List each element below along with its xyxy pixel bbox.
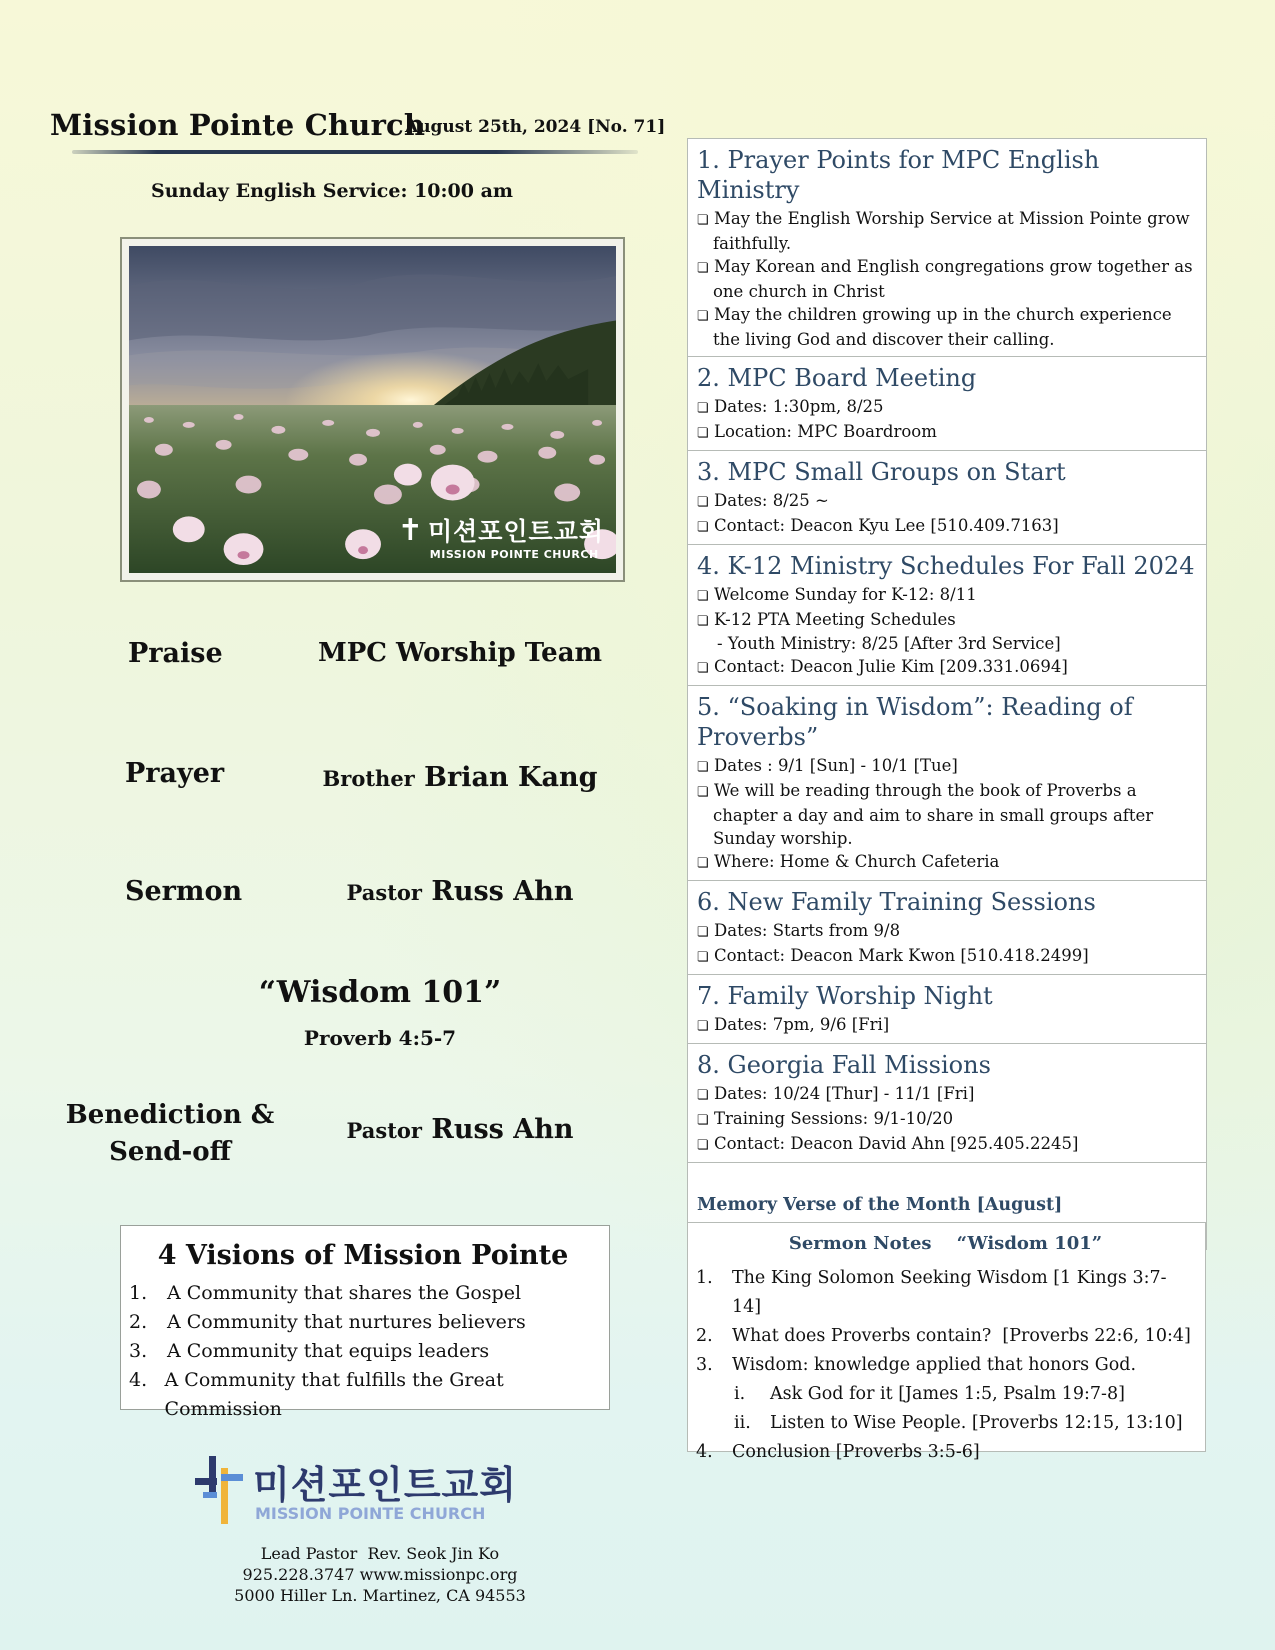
announcement-title: 1. Prayer Points for MPC English Ministry (697, 146, 1100, 204)
announcement-title: 5. “Soaking in Wisdom”: Reading of Proverbs” (697, 693, 1133, 751)
list-number: 3. (696, 1355, 713, 1375)
prayer-leader (300, 762, 620, 793)
vision-text: A Community that equips leaders (167, 1340, 490, 1362)
cover-photo-frame (120, 237, 625, 582)
benediction-pastor (300, 1114, 620, 1145)
list-number: 4. (696, 1442, 713, 1462)
announcement-item: ❏ May the children growing up in the church experience the living God and discover their calling. (697, 303, 1198, 351)
announcement-item: ❏ Dates: 7pm, 9/6 [Fri] (697, 1013, 1198, 1038)
list-number: 2. (696, 1326, 713, 1346)
benediction-label-line1: Benediction & (65, 1100, 275, 1130)
vision-text: A Community that nurtures believers (167, 1311, 526, 1333)
list-item (696, 1264, 1195, 1322)
visions-box (120, 1225, 610, 1420)
announcement-item: ❏ Contact: Deacon Julie Kim [209.331.0694] (697, 655, 1198, 680)
announcement-item: ❏ Dates: 8/25 ~ (697, 489, 1198, 514)
announcement-item: ❏ Contact: Deacon Mark Kwon [510.418.2499] (697, 944, 1198, 969)
announcement-subitem: - Youth Ministry: 8/25 [After 3rd Service] (717, 634, 1061, 653)
photo-logo-korean: 미션포인트교회 (427, 517, 604, 546)
benediction-role: Pastor (346, 1118, 422, 1143)
announcement-item: ❏ Dates: 1:30pm, 8/25 (697, 395, 1198, 420)
announcement-3 (687, 450, 1207, 544)
announcement-item: ❏ Contact: Deacon Kyu Lee [510.409.7163] (697, 514, 1198, 539)
cover-photo (129, 246, 616, 573)
announcement-5 (687, 685, 1207, 880)
announcement-6 (687, 880, 1207, 974)
note-text: What does Proverbs contain? [Proverbs 22:6, 10:4] (732, 1326, 1191, 1346)
header-divider (72, 150, 638, 154)
list-number: i. (734, 1384, 746, 1404)
vision-text: A Community that shares the Gospel (167, 1282, 522, 1304)
photo-logo-english: MISSION POINTE CHURCH (429, 548, 599, 561)
announcement-item: ❏ K-12 PTA Meeting Schedules (697, 608, 1198, 633)
announcement-1 (687, 138, 1207, 356)
church-name: Mission Pointe Church (50, 108, 426, 142)
announcement-2 (687, 356, 1207, 450)
note-text: Wisdom: knowledge applied that honors God. (732, 1355, 1137, 1375)
visions-list (129, 1279, 597, 1424)
announcement-title: 8. Georgia Fall Missions (697, 1051, 991, 1079)
list-number: 4. (129, 1369, 148, 1391)
sermon-title: “Wisdom 101” (258, 975, 502, 1010)
address: 5000 Hiller Ln. Martinez, CA 94553 (234, 1586, 526, 1605)
list-item (129, 1308, 597, 1337)
sermon-scripture: Proverb 4:5-7 (303, 1026, 457, 1050)
list-item (129, 1337, 597, 1366)
announcement-item: ❏ Location: MPC Boardroom (697, 420, 1198, 445)
footer-logo-english: MISSION POINTE CHURCH (255, 1504, 486, 1523)
list-subitem (696, 1380, 1195, 1409)
cross-logo-icon: ✝ (397, 512, 424, 548)
announcement-item: ❏ Welcome Sunday for K-12: 8/11 (697, 583, 1198, 608)
sermon-role: Pastor (346, 880, 422, 905)
list-item (129, 1366, 597, 1424)
contact-info (180, 1543, 580, 1606)
list-item (696, 1351, 1195, 1380)
list-number: ii. (734, 1413, 751, 1433)
note-text: Listen to Wise People. [Proverbs 12:15, 13:10] (770, 1413, 1183, 1433)
bulletin-date: August 25th, 2024 [No. 71] (405, 117, 666, 137)
list-number: 2. (129, 1311, 148, 1333)
photo-watermark-logo (398, 512, 604, 561)
announcement-8 (687, 1043, 1207, 1162)
memory-verse-title: Memory Verse of the Month [August] (697, 1195, 1063, 1215)
sermon-notes-box (687, 1222, 1206, 1462)
prayer-label: Prayer (125, 758, 225, 789)
list-item (129, 1279, 597, 1308)
announcements (687, 138, 1207, 1250)
list-number: 1. (696, 1268, 713, 1288)
announcement-4 (687, 544, 1207, 685)
announcement-item: ❏ May Korean and English congregations grow together as one church in Christ (697, 255, 1198, 303)
sermon-notes-title: Sermon Notes “Wisdom 101” (788, 1233, 1103, 1254)
cross-logo-icon (195, 1452, 250, 1530)
announcement-item: ❏ Dates: Starts from 9/8 (697, 919, 1198, 944)
announcement-title: 4. K-12 Ministry Schedules For Fall 2024 (697, 552, 1195, 580)
announcement-title: 2. MPC Board Meeting (697, 364, 977, 392)
benediction-label-line2: Send-off (109, 1137, 231, 1167)
list-number: 1. (129, 1282, 148, 1304)
vision-text: A Community that fulfills the Great Commission (164, 1369, 504, 1420)
praise-label: Praise (128, 638, 223, 669)
list-item (696, 1438, 1195, 1467)
announcement-title: 6. New Family Training Sessions (697, 888, 1096, 916)
note-text: Conclusion [Proverbs 3:5-6] (732, 1442, 980, 1462)
announcement-item: ❏ Dates : 9/1 [Sun] - 10/1 [Tue] (697, 754, 1198, 779)
announcement-title: 7. Family Worship Night (697, 982, 993, 1010)
sermon-name: Russ Ahn (431, 876, 574, 907)
benediction-name: Russ Ahn (431, 1114, 574, 1145)
announcement-item: ❏ May the English Worship Service at Mission Pointe grow faithfully. (697, 207, 1198, 255)
sermon-label: Sermon (125, 876, 243, 907)
prayer-name: Brian Kang (424, 762, 598, 793)
prayer-role: Brother (322, 766, 415, 791)
note-text: The King Solomon Seeking Wisdom [1 Kings 3:7-14] (731, 1268, 1167, 1317)
announcement-item: ❏ Training Sessions: 9/1-10/20 (697, 1107, 1198, 1132)
note-text: Ask God for it [James 1:5, Psalm 19:7-8] (770, 1384, 1125, 1404)
praise-leader: MPC Worship Team (317, 638, 603, 668)
sermon-preacher (300, 876, 620, 907)
announcement-item: ❏ Where: Home & Church Cafeteria (697, 850, 1198, 875)
announcement-title: 3. MPC Small Groups on Start (697, 458, 1066, 486)
list-subitem (696, 1409, 1195, 1438)
announcement-item: ❏ We will be reading through the book of Proverbs a chapter a day and aim to share in small groups after Sunday worship. (697, 779, 1198, 850)
list-number: 3. (129, 1340, 148, 1362)
lead-pastor: Lead Pastor Rev. Seok Jin Ko (260, 1544, 500, 1563)
footer-logo-korean: 미션포인트교회 (253, 1463, 517, 1507)
announcement-item: ❏ Contact: Deacon David Ahn [925.405.2245] (697, 1132, 1198, 1157)
list-item (696, 1322, 1195, 1351)
visions-title: 4 Visions of Mission Pointe (157, 1240, 569, 1271)
benediction-label (60, 1097, 280, 1171)
announcement-item: ❏ Dates: 10/24 [Thur] - 11/1 [Fri] (697, 1082, 1198, 1107)
phone-website: 925.228.3747 www.missionpc.org (242, 1565, 518, 1584)
announcement-7 (687, 974, 1207, 1043)
service-time: Sunday English Service: 10:00 am (150, 180, 514, 202)
